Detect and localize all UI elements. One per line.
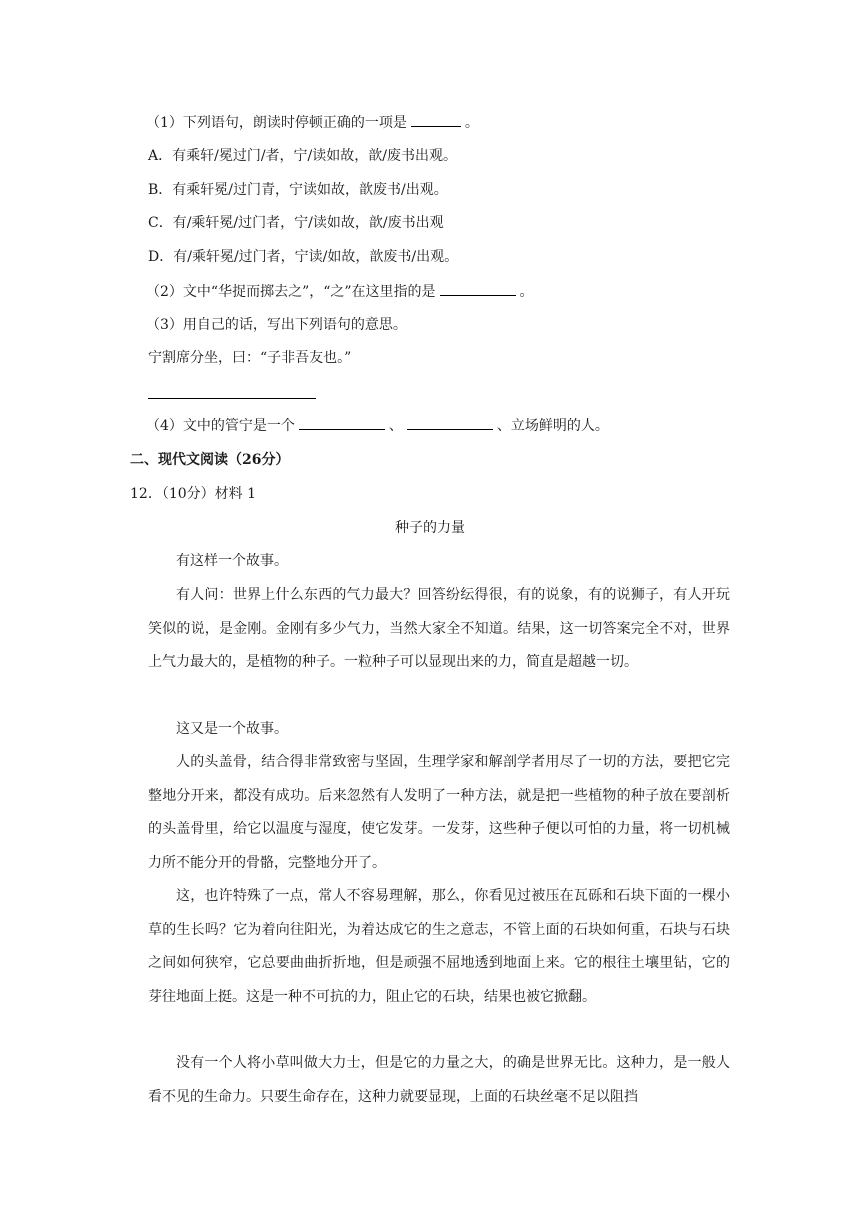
article-paragraph: 有这样一个故事。	[176, 553, 288, 569]
q11-part4-sep: 、	[388, 418, 403, 434]
option-d: D．有/乘轩冕/过门者，宁读/如故，歆废书/出观。	[148, 249, 459, 265]
q11-part1	[146, 112, 479, 133]
q11-part4-end: 、立场鲜明的人。	[496, 418, 609, 434]
q11-part4-blank-2[interactable]	[407, 415, 493, 430]
option-c: C．有/乘轩冕/过门者，宁/读如故，歆/废书出观	[148, 215, 444, 231]
q11-part3-quote: 宁割席分坐，曰：“子非吾友也。”	[148, 350, 352, 366]
q11-part1-blank[interactable]	[411, 112, 461, 127]
option-a: A．有乘轩/冕过门/者，宁/读如故，歆/废书出观。	[148, 148, 457, 164]
q11-part4-text: （4）文中的管宁是一个	[146, 418, 295, 434]
article-paragraph: 人的头盖骨，结合得非常致密与坚固，生理学家和解剖学者用尽了一切的方法，要把它完整地分开来，都没有成功。后来忽然有人发明了一种方法，就是把一些植物的种子放在要剖析的头盖骨里，给它以温度与湿度，使它发芽。一发芽，这些种子便以可怕的力量，将一切机械力所不能分开的骨骼，完整地分开了。	[148, 754, 730, 871]
q11-part1-text: （1）下列语句，朗读时停顿正确的一项是	[146, 115, 407, 131]
q11-part1-end: 。	[464, 115, 479, 131]
q11-part2	[146, 281, 534, 302]
q11-part3-answer-line[interactable]	[148, 398, 316, 399]
article-paragraph: 有人问：世界上什么东西的气力最大？回答纷纭得很，有的说象，有的说狮子，有人开玩笑似的说，是金刚。金刚有多少气力，当然大家全不知道。结果，这一切答案完全不对，世界上气力最大的，是植物的种子。一粒种子可以显现出来的力，简直是超越一切。	[148, 587, 730, 670]
q11-part2-blank[interactable]	[440, 281, 516, 296]
section-title: 二、现代文阅读（26分）	[130, 452, 290, 468]
article-title: 种子的力量	[395, 520, 465, 536]
question-12-label: 12．（10分）材料 1	[130, 486, 256, 502]
article-paragraph: 这，也许特殊了一点，常人不容易理解，那么，你看见过被压在瓦砾和石块下面的一棵小草的生长吗？它为着向往阳光，为着达成它的生之意志，不管上面的石块如何重，石块与石块之间如何狭窄，它总要曲曲折折地，但是顽强不屈地透到地面上来。它的根往土壤里钻，它的芽往地面上挺。这是一种不可抗的力，阻止它的石块，结果也被它掀翻。	[148, 888, 730, 1005]
q11-part2-text: （2）文中“华捉而掷去之”，“之”在这里指的是	[146, 284, 436, 300]
q11-part4	[146, 415, 609, 436]
article-paragraph: 没有一个人将小草叫做大力士，但是它的力量之大，的确是世界无比。这种力，是一般人看不见的生命力。只要生命存在，这种力就要显现，上面的石块丝毫不足以阻挡	[148, 1055, 730, 1105]
option-b: B．有乘轩冕/过门青，宁读如故，歆废书/出观。	[148, 182, 448, 198]
article-paragraph: 这又是一个故事。	[176, 721, 288, 737]
q11-part4-blank-1[interactable]	[299, 415, 385, 430]
q11-part2-end: 。	[519, 284, 534, 300]
q11-part3: （3）用自己的话，写出下列语句的意思。	[146, 317, 407, 333]
